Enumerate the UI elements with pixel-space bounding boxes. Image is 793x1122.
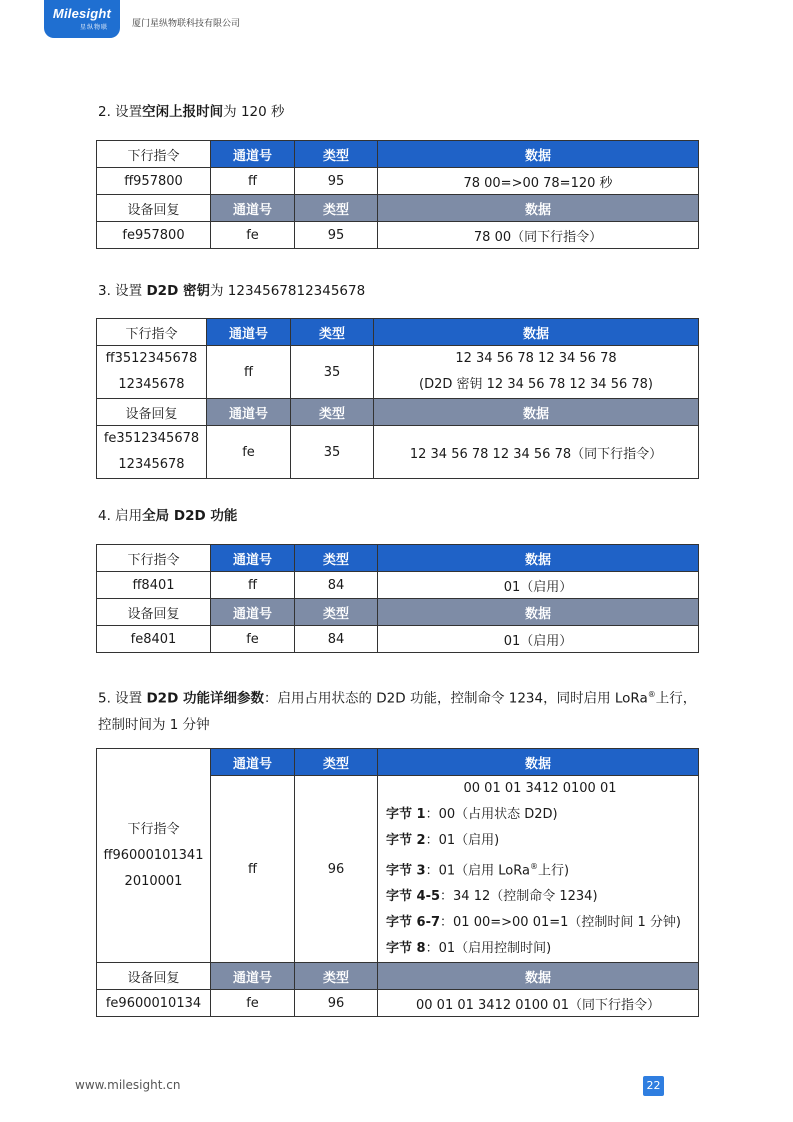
downlink-label: 下行指令 bbox=[97, 545, 211, 572]
type-header: 类型 bbox=[291, 399, 374, 426]
reply-data: 00 01 01 3412 0100 01（同下行指令） bbox=[378, 990, 699, 1017]
downlink-data: 78 00=>00 78=120 秒 bbox=[378, 168, 699, 195]
downlink-command: ff8401 bbox=[97, 572, 211, 599]
downlink-channel: ff bbox=[207, 346, 291, 399]
channel-header: 通道号 bbox=[207, 399, 291, 426]
company-logo bbox=[44, 0, 120, 38]
downlink-type: 84 bbox=[295, 572, 378, 599]
byte-line: 字节 4-5：34 12（控制命令 1234) bbox=[386, 889, 598, 905]
page-number: 22 bbox=[643, 1076, 664, 1096]
logo-text: Milesight bbox=[52, 6, 112, 21]
channel-header: 通道号 bbox=[211, 141, 295, 168]
data-header: 数据 bbox=[374, 399, 699, 426]
downlink-label: 下行指令 bbox=[97, 141, 211, 168]
downlink-data: 00 01 01 3412 0100 01 字节 1：00（占用状态 D2D) 字节 2：01（启用) 字节 3：01（启用 LoRa®上行) 字节 4-5：34 12（控制命令 1234) 字节 6-7：01 00=>00 01=1（控制时间 1 分钟) 字节 8：01（启用控制时间) bbox=[378, 776, 699, 963]
reply-type: 95 bbox=[295, 222, 378, 249]
section-3-heading: 3. 设置 D2D 密钥为 1234567812345678 bbox=[98, 283, 366, 299]
downlink-type: 35 bbox=[291, 346, 374, 399]
logo-subtext: 星纵物联 bbox=[79, 24, 108, 31]
type-header: 类型 bbox=[291, 319, 374, 346]
reply-label: 设备回复 bbox=[97, 399, 207, 426]
data-header: 数据 bbox=[378, 545, 699, 572]
data-header: 数据 bbox=[374, 319, 699, 346]
downlink-label: 下行指令 bbox=[97, 319, 207, 346]
channel-header: 通道号 bbox=[211, 749, 295, 776]
type-header: 类型 bbox=[295, 599, 378, 626]
downlink-data: 12 34 56 78 12 34 56 78 (D2D 密钥 12 34 56 78 12 34 56 78) bbox=[374, 346, 699, 399]
section-5-heading: 5. 设置 D2D 功能详细参数：启用占用状态的 D2D 功能，控制命令 1234，同时启用 LoRa®上行， 控制时间为 1 分钟 bbox=[98, 690, 697, 733]
website-link[interactable]: www.milesight.cn bbox=[75, 1078, 181, 1092]
byte-line: 字节 6-7：01 00=>00 01=1（控制时间 1 分钟) bbox=[386, 915, 682, 931]
downlink-channel: ff bbox=[211, 776, 295, 963]
byte-line: 字节 3：01（启用 LoRa®上行) bbox=[386, 862, 570, 879]
channel-header: 通道号 bbox=[211, 545, 295, 572]
downlink-label: 下行指令 bbox=[127, 821, 180, 837]
section-4-table bbox=[96, 544, 699, 653]
reply-data: 12 34 56 78 12 34 56 78（同下行指令） bbox=[374, 426, 699, 479]
reply-command: fe8401 bbox=[97, 626, 211, 653]
section-4-heading: 4. 启用全局 D2D 功能 bbox=[98, 508, 238, 524]
reply-type: 35 bbox=[291, 426, 374, 479]
data-header: 数据 bbox=[378, 599, 699, 626]
reply-label: 设备回复 bbox=[97, 599, 211, 626]
channel-header: 通道号 bbox=[211, 963, 295, 990]
data-header: 数据 bbox=[378, 195, 699, 222]
downlink-type: 96 bbox=[295, 776, 378, 963]
reply-label: 设备回复 bbox=[97, 963, 211, 990]
byte-line: 字节 2：01（启用) bbox=[386, 833, 500, 848]
downlink-type: 95 bbox=[295, 168, 378, 195]
reply-label: 设备回复 bbox=[97, 195, 211, 222]
type-header: 类型 bbox=[295, 749, 378, 776]
downlink-data: 01（启用） bbox=[378, 572, 699, 599]
data-header: 数据 bbox=[378, 141, 699, 168]
section-2-heading: 2. 设置空闲上报时间为 120 秒 bbox=[98, 104, 285, 120]
reply-command: fe3512345678 12345678 bbox=[97, 426, 207, 479]
type-header: 类型 bbox=[295, 141, 378, 168]
reply-type: 96 bbox=[295, 990, 378, 1017]
type-header: 类型 bbox=[295, 195, 378, 222]
reply-channel: fe bbox=[207, 426, 291, 479]
reply-channel: fe bbox=[211, 626, 295, 653]
channel-header: 通道号 bbox=[211, 195, 295, 222]
reply-data: 01（启用） bbox=[378, 626, 699, 653]
channel-header: 通道号 bbox=[211, 599, 295, 626]
section-2-table bbox=[96, 140, 699, 249]
type-header: 类型 bbox=[295, 545, 378, 572]
data-header: 数据 bbox=[378, 963, 699, 990]
reply-channel: fe bbox=[211, 990, 295, 1017]
reply-data: 78 00（同下行指令） bbox=[378, 222, 699, 249]
reply-command: fe957800 bbox=[97, 222, 211, 249]
type-header: 类型 bbox=[295, 963, 378, 990]
company-name: 厦门星纵物联科技有限公司 bbox=[132, 19, 241, 29]
byte-line: 字节 1：00（占用状态 D2D) bbox=[386, 807, 558, 822]
downlink-command: ff957800 bbox=[97, 168, 211, 195]
channel-header: 通道号 bbox=[207, 319, 291, 346]
reply-command: fe9600010134 bbox=[97, 990, 211, 1017]
byte-line: 字节 8：01（启用控制时间) bbox=[386, 941, 552, 957]
reply-channel: fe bbox=[211, 222, 295, 249]
section-3-table bbox=[96, 318, 699, 479]
downlink-channel: ff bbox=[211, 572, 295, 599]
downlink-command: ff3512345678 12345678 bbox=[97, 346, 207, 399]
data-header: 数据 bbox=[378, 749, 699, 776]
section-5-table bbox=[96, 748, 699, 1017]
reply-type: 84 bbox=[295, 626, 378, 653]
downlink-channel: ff bbox=[211, 168, 295, 195]
downlink-command: 下行指令 ff96000101341 2010001 bbox=[97, 749, 211, 963]
